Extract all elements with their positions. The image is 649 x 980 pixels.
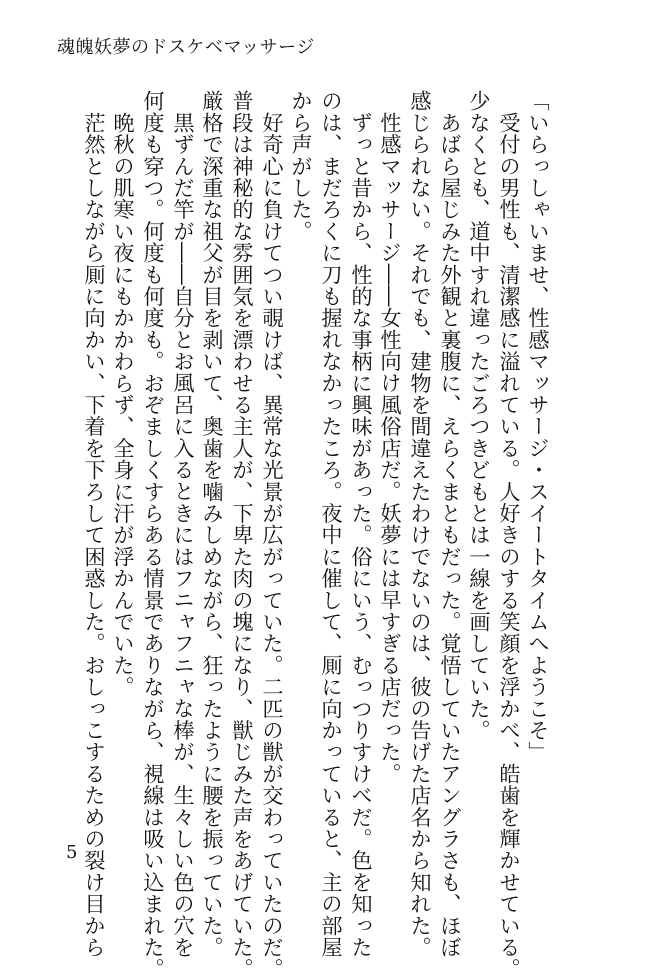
text-column: から声がした。 [289, 90, 314, 242]
text-column: 受付の男性も、清潔感に溢れている。人好きのする笑顔を浮かべ、皓歯を輝かせている。 [497, 90, 522, 980]
text-column: 晩秋の肌寒い夜にもかかわらず、全身に汗が浮かんでいた。 [111, 90, 136, 698]
page-number: 5 [66, 842, 78, 863]
vertical-text-body [52, 90, 551, 980]
text-column: 普段は神秘的な雰囲気を漂わせる主人が、下卑た肉の塊になり、獣じみた声をあげていた。 [230, 90, 255, 980]
text-column: 「いらっしゃいませ、性感マッサージ・スイートタイムへようこそ」 [526, 90, 551, 763]
text-column: 黒ずんだ竿が――自分とお風呂に入るときにはフニャフニャな棒が、生々しい色の穴を [171, 90, 196, 958]
text-column: あばら屋じみた外観と裏腹に、えらくまともだった。覚悟していたアングラさも、ほぼ [438, 90, 463, 958]
text-column: 厳格で深重な祖父が目を剥いて、奥歯を噛みしめながら、狂ったように腰を振っていた。 [200, 90, 225, 958]
text-column: のは、まだろくに刀も握れなかったころ。夜中に催して、厠に向かっていると、主の部屋 [319, 90, 344, 958]
text-column: 性感マッサージ――女性向け風俗店だ。妖夢には早すぎる店だった。 [378, 90, 403, 785]
text-column: 感じられない。それでも、建物を間違えたわけでないのは、彼の告げた店名から知れた。 [408, 90, 433, 958]
text-column: 好奇心に負けてつい覗けば、異常な光景が広がっていた。二匹の獣が交わっていたのだ。 [260, 90, 285, 980]
text-column: 何度も穿つ。何度も何度も。おぞましくすらある情景でありながら、視線は吸い込まれた。 [141, 90, 166, 980]
text-column: ずっと昔から、性的な事柄に興味があった。俗にいう、むっつりすけべだ。色を知った [349, 90, 374, 958]
text-column: 茫然としながら厠に向かい、下着を下ろして困惑した。おしっこするための裂け目から [82, 90, 107, 958]
text-column: 少なくとも、道中すれ違ったごろつきどもとは一線を画していた。 [467, 90, 492, 741]
running-header: 魂魄妖夢のドスケベマッサージ [57, 37, 315, 58]
